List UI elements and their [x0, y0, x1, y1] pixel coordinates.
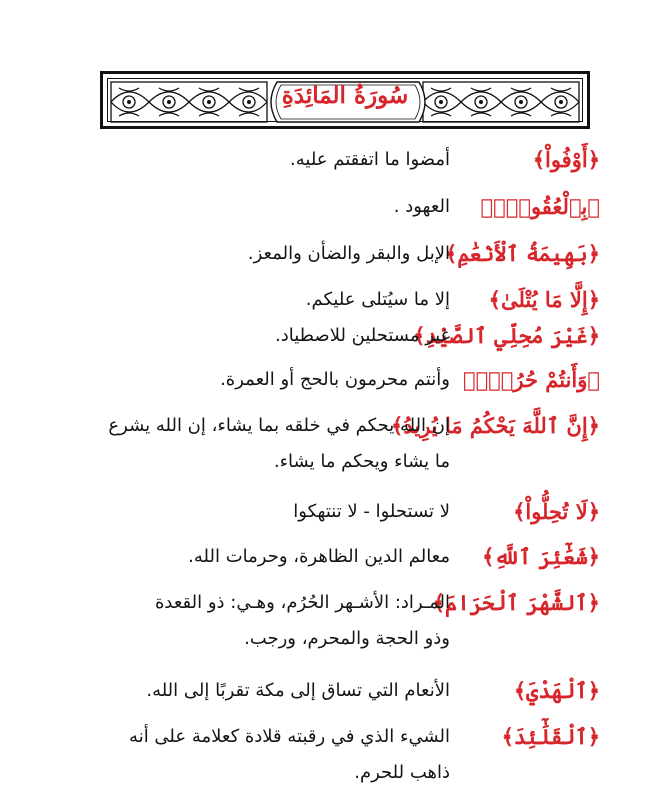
- quran-term: ﴿بِٱلْعُقُودِۚ﴾: [480, 194, 600, 219]
- term-definition: [60, 719, 450, 791]
- term-definition: أمضوا ما اتفقتم عليه.: [290, 149, 450, 170]
- quran-term: ﴿غَيْرَ مُحِلِّي ٱلصَّيْدِ﴾: [413, 323, 600, 348]
- definition-line-1: إن الله يحكم في خلقه بما يشاء، إن الله يشرع: [108, 415, 450, 436]
- term-definition: غير مستحلين للاصطياد.: [275, 325, 450, 346]
- term-definition: الإبل والبقر والضأن والمعز.: [247, 243, 450, 264]
- definition-line-1: الشيء الذي في رقبته قلادة كعلامة على أنه: [129, 726, 450, 747]
- term-definition: العهود .: [393, 196, 450, 217]
- quran-term: ﴿ٱلْقَلَٰٓئِدَ﴾: [501, 724, 600, 749]
- term-definition: [60, 408, 450, 480]
- quran-term: ﴿بَهِيمَةُ ٱلْأَنْعَٰمِ﴾: [445, 241, 600, 266]
- term-definition: معالم الدين الظاهرة، وحرمات الله.: [188, 546, 450, 567]
- term-definition: إلا ما سيُتلى عليكم.: [305, 289, 450, 310]
- definition-line-2: وذو الحجة والمحرم، ورجب.: [244, 628, 450, 649]
- term-definition: وأنتم محرمون بالحج أو العمرة.: [220, 369, 450, 390]
- definition-line-1: المـراد: الأشـهر الحُرُم، وهـي: ذو القعدة: [154, 592, 450, 613]
- quran-term: ﴿ٱلْهَدْيَ﴾: [513, 678, 600, 703]
- quran-term: ﴿إِنَّ ٱللَّهَ يَحْكُمُ مَا يُرِيدُ﴾: [391, 413, 600, 438]
- quran-term: ﴿ٱلشَّهْرَ ٱلْحَرَامَ﴾: [432, 590, 600, 615]
- quran-term: ﴿لَا تُحِلُّواْ﴾: [513, 499, 600, 524]
- quran-term: ﴿إِلَّا مَا يُتْلَىٰ﴾: [488, 287, 600, 312]
- quran-term: ﴿شَعَٰٓئِرَ ٱللَّهِ﴾: [481, 544, 600, 569]
- quran-term: ﴿أَوْفُواْ﴾: [532, 147, 600, 172]
- definition-line-2: ما يشاء ويحكم ما يشاء.: [273, 451, 450, 472]
- term-definition: [60, 585, 450, 657]
- definition-line-2: ذاهب للحرم.: [354, 762, 450, 783]
- quran-term: ﴿وَأَنتُمْ حُرُمٌۗ﴾: [462, 367, 600, 392]
- surah-title: سُورَةُ المَائِدَةِ: [281, 82, 409, 109]
- term-definition: الأنعام التي تساق إلى مكة تقربًا إلى الله.: [146, 680, 450, 701]
- term-definition: لا تستحلوا - لا تنتهكوا: [293, 501, 450, 522]
- surah-header-banner: [100, 71, 590, 129]
